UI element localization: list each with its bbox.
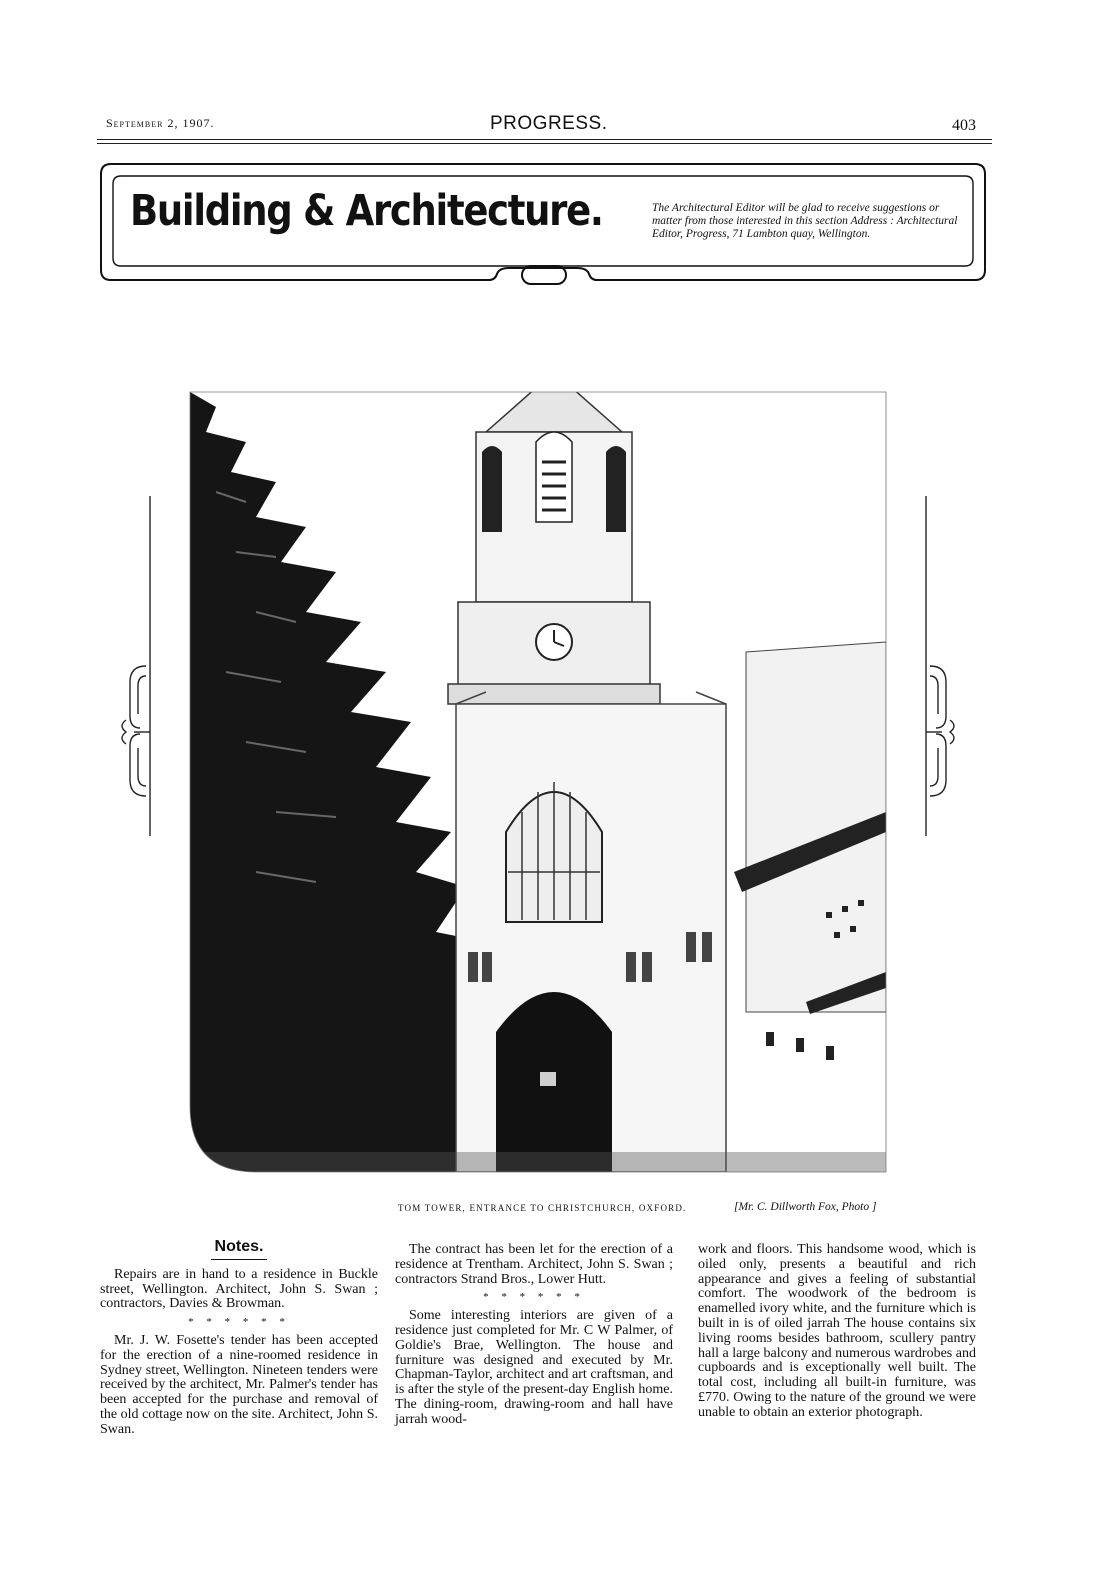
column-2 — [395, 1243, 673, 1428]
paragraph-4: Some interesting interiors are given of a residence just completed for Mr. C W Palmer, of Goldie's Brae, Wellington. The house and furniture was designed and executed by Mr. Chapman-Taylor, architect and art craftsman, and is after the style of the present-day English home. The dining-room, drawing-room and hall have jarrah wood- — [395, 1308, 673, 1427]
page-number: 403 — [952, 117, 976, 134]
header-rule-top — [97, 139, 992, 140]
paragraph-2: Mr. J. W. Fosette's tender has been accepted for the erection of a nine-roomed residence in Sydney street, Wellington. Nineteen tenders were received by the architect, Mr. Palmer's tender has been accepted for the purchase and removal of the old cottage now on the site. Architect, John S. Swan. — [100, 1332, 378, 1437]
paragraph-3: The contract has been let for the erection of a residence at Trentham. Architect, John S. Swan ; contractors Strand Bros., Lower Hutt. — [395, 1242, 673, 1287]
notes-heading: Notes. — [214, 1238, 264, 1255]
photo-credit: [Mr. C. Dillworth Fox, Photo ] — [734, 1201, 877, 1213]
column-3 — [698, 1243, 976, 1421]
section-separator: * * * * * * — [483, 1291, 585, 1304]
section-title: Building & Architecture. — [130, 186, 603, 236]
paragraph-5: work and floors. This handsome wood, which is oiled only, presents a beautiful and rich appearance and gives a feeling of substantial comfort. The woodwork of the bedroom is enamelled ivory white, and the furniture which is built in is of oiled jarrah The house contains six living rooms besides bathroom, scullery pantry hall a large balcony and numerous wardrobes and cupboards and is exceptionally well built. The total cost, including all built-in furniture, was £770. Owing to the nature of the ground we were unable to obtain an exterior photograph. — [698, 1242, 976, 1420]
issue-date: September 2, 1907. — [106, 116, 215, 130]
column-1 — [100, 1240, 378, 1438]
header-rule-bottom — [97, 143, 992, 144]
heading-rule — [211, 1259, 267, 1260]
publication-title: PROGRESS. — [490, 113, 608, 134]
paragraph-1: Repairs are in hand to a residence in Buckle street, Wellington. Architect, John S. Swan ; contractors, Davies & Browman. — [100, 1266, 378, 1312]
section-separator: * * * * * * — [188, 1316, 290, 1329]
tom-tower-photo — [186, 312, 894, 1192]
photo-caption: TOM TOWER, ENTRANCE TO CHRISTCHURCH, OXFORD. — [398, 1203, 687, 1213]
editor-note: The Architectural Editor will be glad to receive suggestions or matter from those interested in this section Address : Architectural Editor, Progress, 71 Lambton quay, Wellington. — [652, 202, 958, 240]
right-ornament-icon — [920, 496, 960, 836]
left-ornament-icon — [116, 496, 156, 836]
